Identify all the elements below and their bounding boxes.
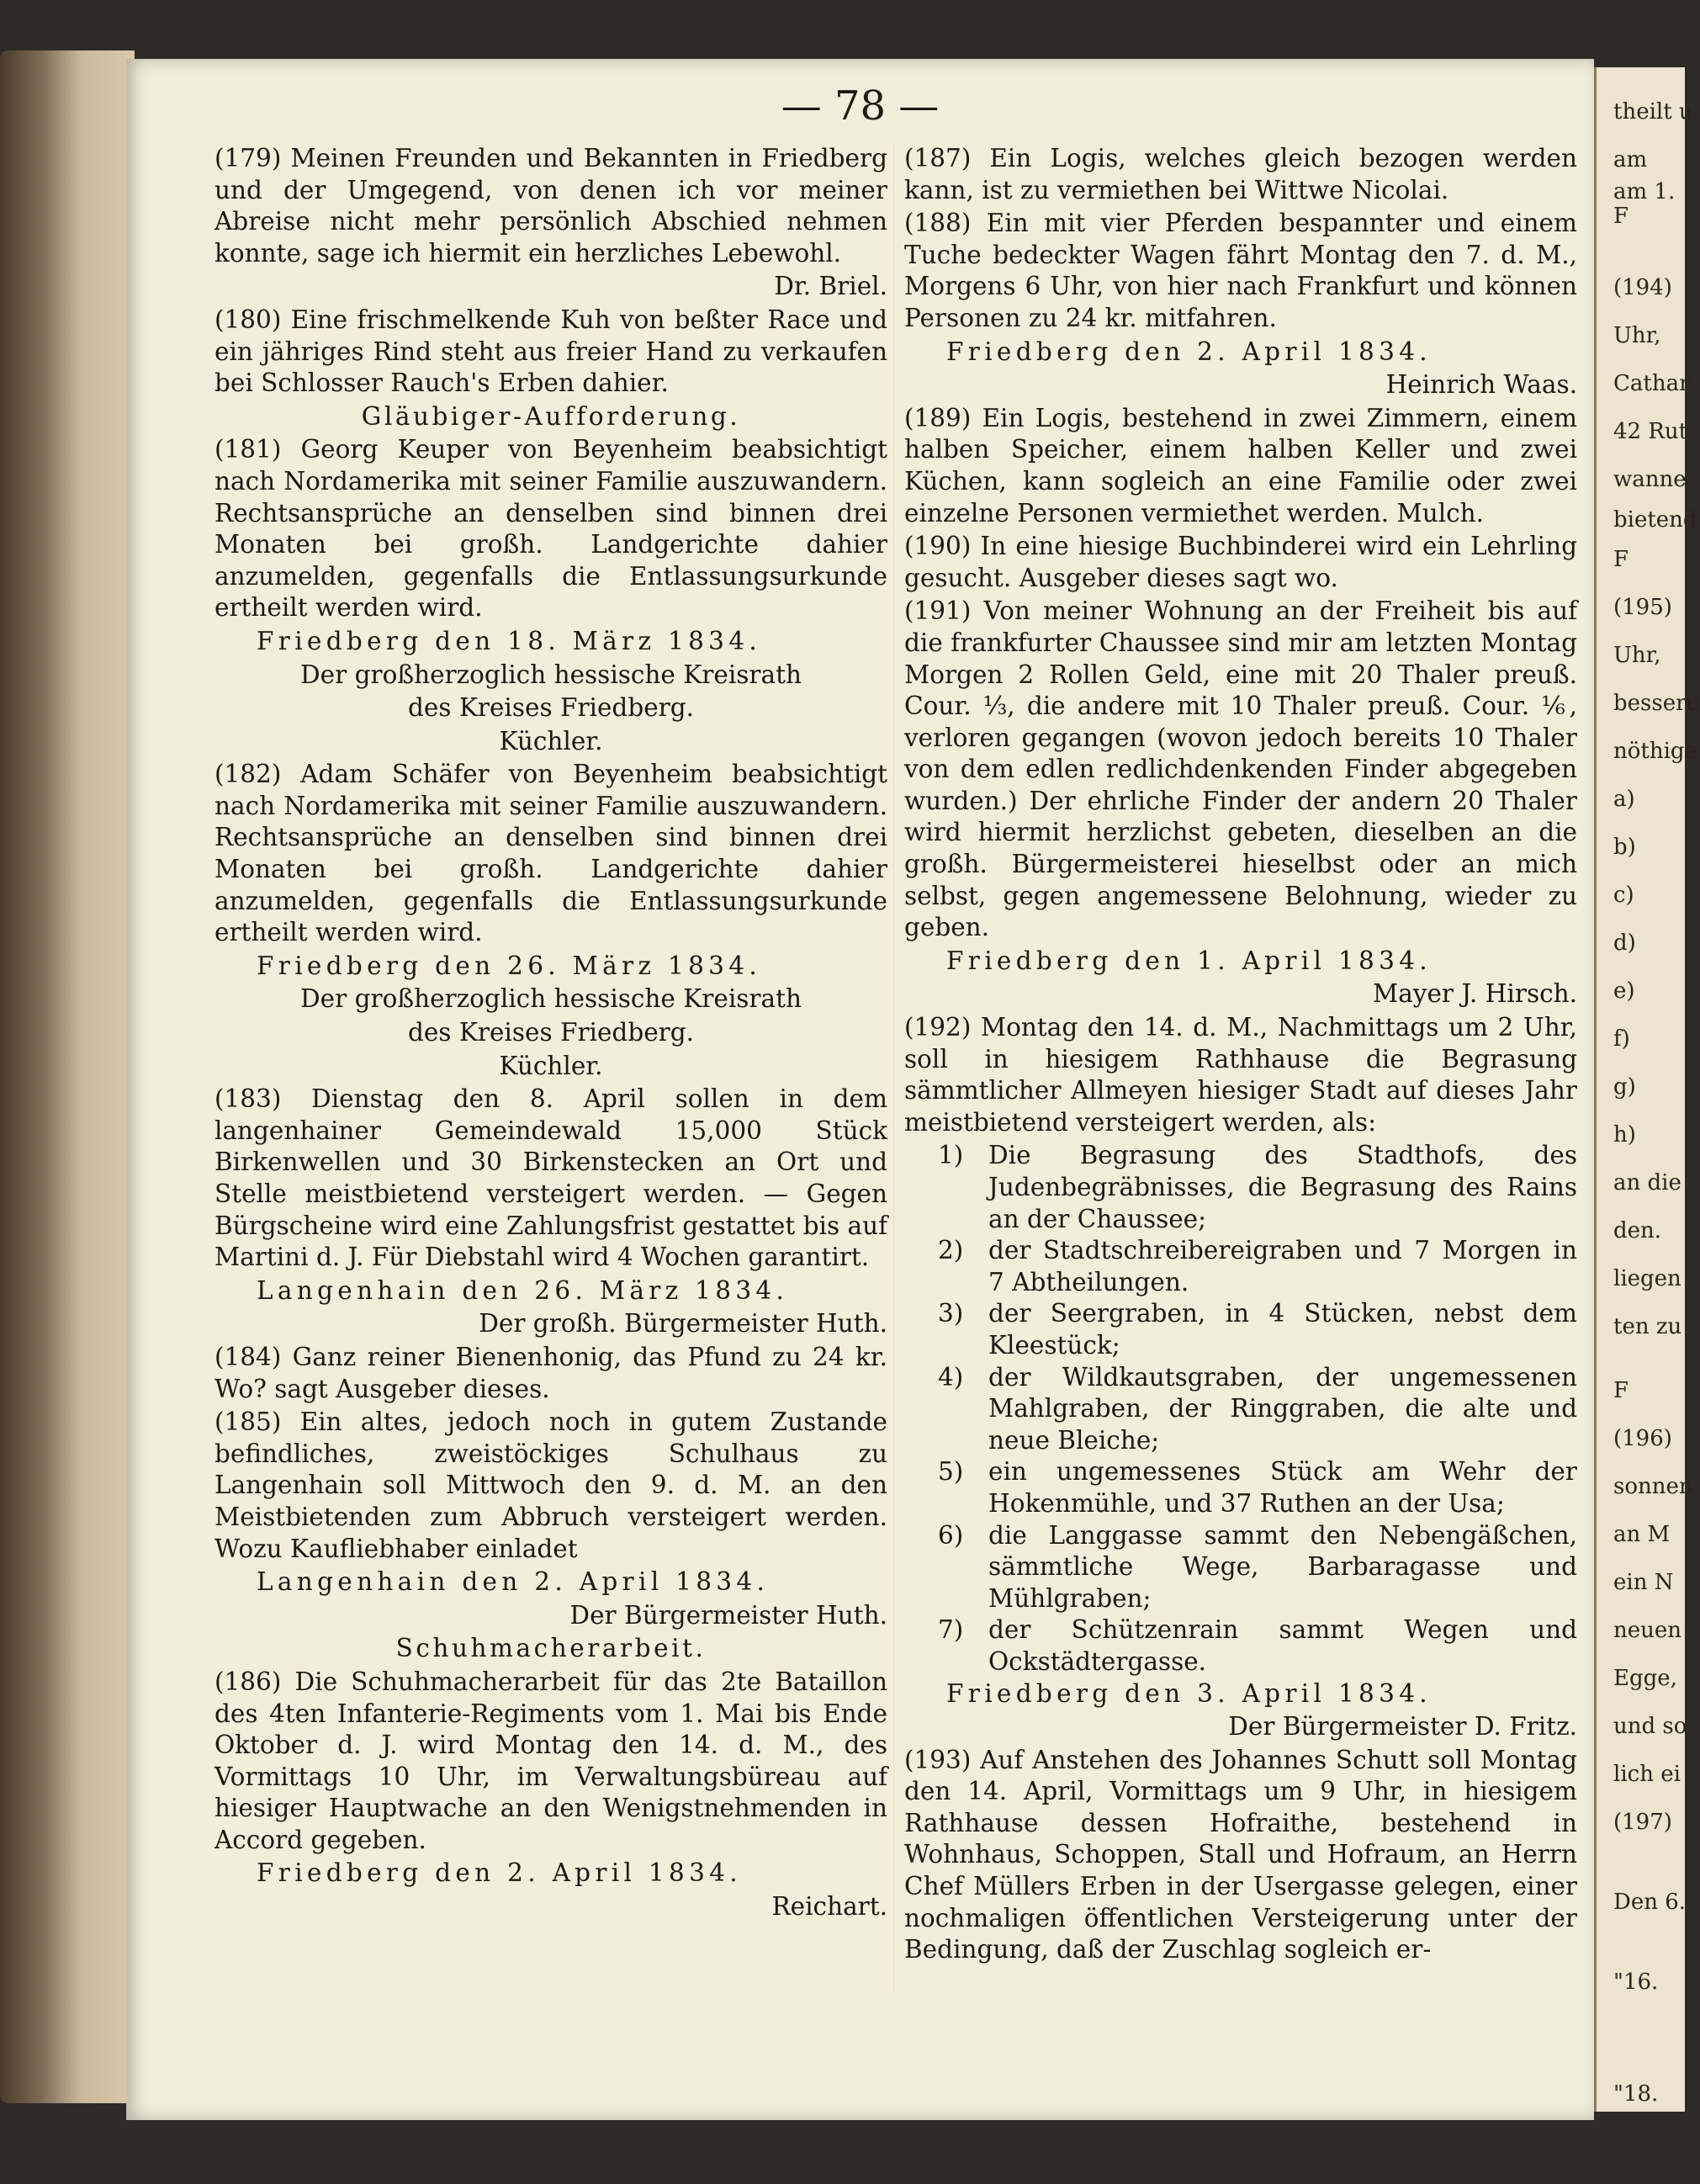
- authority-line: Der großherzoglich hessische Kreisrath: [300, 660, 802, 689]
- book-edge: [0, 50, 135, 2103]
- adjacent-page-fragment: Den 6.: [1613, 1890, 1687, 1915]
- adjacent-page-fragment: Egge,: [1613, 1666, 1677, 1691]
- adjacent-page-fragment: f): [1613, 1026, 1630, 1052]
- signature-line: Reichart.: [771, 1892, 887, 1922]
- page-number: — 78 —: [781, 82, 940, 130]
- adjacent-page-fragment: neuen: [1613, 1618, 1682, 1643]
- list-item-number: 6): [938, 1520, 964, 1550]
- authority-line: des Kreises Friedberg.: [407, 693, 695, 723]
- list-item: [904, 1362, 1577, 1457]
- notice-paragraph: (193) Auf Anstehen des Johannes Schutt soll Montag den 14. April, Vormittags um 9 Uhr, in hiesigem Rathhause dessen Hofraithe, bestehend in Wohnhaus, Schoppen, Stall und Hofraum, an Herrn Chef Müllers Erben in der Usergasse gelegen, einer nochmaligen öffentlichen Versteigerung unter der Bedingung, daß der Zuschlag sogleich er-: [904, 1745, 1577, 1964]
- list-item-number: 2): [938, 1236, 964, 1265]
- section-heading: Schuhmacherarbeit.: [395, 1634, 707, 1663]
- document-page: [126, 59, 1594, 2120]
- authority-line: Küchler.: [499, 1051, 603, 1080]
- authority-line: Der großherzoglich hessische Kreisrath: [300, 984, 802, 1014]
- notice-paragraph: (186) Die Schuhmacherarbeit für das 2te Bataillon des 4ten Infanterie-Regiments vom 1. Mai bis Ende Oktober d. J. wird Montag den 14. d. M., des Vormittags 10 Uhr, im Verwaltungsbüreau auf hiesiger Hauptwache an den Wenigstnehmenden in Accord gegeben.: [214, 1667, 887, 1854]
- list-item-text: die Langgasse sammt den Nebengäßchen, sämmtliche Wege, Barbaragasse und Mühlgraben;: [988, 1520, 1577, 1613]
- adjacent-page-fragment: nöthige: [1613, 739, 1697, 764]
- list-item: [904, 1456, 1577, 1519]
- adjacent-page-fragment: (197): [1613, 1810, 1672, 1835]
- adjacent-page-fragment: bietend: [1613, 506, 1697, 533]
- list-item: [904, 1235, 1577, 1298]
- adjacent-page-fragment: an die: [1613, 1170, 1681, 1195]
- adjacent-page-fragment: (196): [1613, 1426, 1672, 1451]
- adjacent-page-fragment: (195): [1613, 595, 1672, 620]
- adjacent-page-fragment: ten zu: [1613, 1314, 1682, 1339]
- notice-paragraph: (183) Dienstag den 8. April sollen in dem langenhainer Gemeindewald 15,000 Stück Birkenwellen und 30 Birkenstecken an Ort und Stelle meistbietend versteigert werden. — Gegen Bürgscheine wird eine Zahlungsfrist gestattet bis auf Martini d. J. Für Diebstahl wird 4 Wochen garantirt.: [214, 1084, 887, 1272]
- adjacent-page-fragment: g): [1613, 1074, 1636, 1100]
- list-item-text: Die Begrasung des Stadthofs, des Judenbegräbnisses, die Begrasung des Rains an der Chaussee;: [988, 1141, 1577, 1233]
- dateline: Friedberg den 2. April 1834.: [946, 337, 1432, 366]
- column-divider: [893, 143, 894, 1994]
- adjacent-page-fragment: ein N: [1613, 1570, 1674, 1595]
- dateline: Friedberg den 1. April 1834.: [946, 946, 1432, 975]
- adjacent-page-fragment: den.: [1613, 1218, 1662, 1243]
- adjacent-page-fragment: am: [1613, 147, 1648, 172]
- list-item-number: 3): [938, 1299, 964, 1328]
- signature-line: Der großh. Bürgermeister Huth.: [479, 1309, 887, 1338]
- adjacent-page-fragment: Cathar: [1613, 371, 1690, 396]
- notice-paragraph: (189) Ein Logis, bestehend in zwei Zimmern, einem halben Speicher, einem halben Keller und zwei Küchen, kann sogleich an eine Familie oder zwei einzelne Personen vermiethet werden. Mulch.: [904, 403, 1577, 527]
- section-heading: Gläubiger-Aufforderung.: [361, 401, 741, 431]
- dateline: Friedberg den 2. April 1834.: [257, 1858, 742, 1888]
- adjacent-page-fragment: "18.: [1613, 2081, 1659, 2107]
- list-item-number: 4): [938, 1362, 964, 1392]
- adjacent-page-fragment: e): [1613, 978, 1635, 1004]
- list-item-text: der Seergraben, in 4 Stücken, nebst dem Kleestück;: [988, 1299, 1577, 1360]
- adjacent-page-fragment: b): [1613, 835, 1636, 860]
- adjacent-page-fragment: h): [1613, 1122, 1636, 1148]
- list-item: [904, 1614, 1577, 1678]
- notice-paragraph: (185) Ein altes, jedoch noch in gutem Zustande befindliches, zweistöckiges Schulhaus zu Langenhain soll Mittwoch den 9. d. M. an den Meistbietenden zum Abbruch versteigert werden. Wozu Kaufliebhaber einladet: [214, 1407, 887, 1563]
- adjacent-page-fragment: am 1.: [1613, 179, 1676, 204]
- notice-paragraph: (192) Montag den 14. d. M., Nachmittags um 2 Uhr, soll in hiesigem Rathhause die Begrasung sämmtlicher Allmeyen hiesiger Stadt auf dieses Jahr meistbietend versteigert werden, als:: [904, 1013, 1577, 1137]
- notice-paragraph: (180) Eine frischmelkende Kuh von beßter Race und ein jähriges Rind steht aus freier Hand zu verkaufen bei Schlosser Rauch's Erben dahier.: [214, 305, 887, 398]
- notice-paragraph: (181) Georg Keuper von Beyenheim beabsichtigt nach Nordamerika mit seiner Familie auszuwandern. Rechtsansprüche an denselben sind binnen drei Monaten bei großh. Landgerichte dahier anzumelden, gegenfalls die Entlassungsurkunde ertheilt werden wird.: [214, 435, 887, 623]
- adjacent-page-fragment: lich ei: [1613, 1762, 1681, 1787]
- adjacent-page-fragment: F: [1613, 203, 1629, 229]
- notice-paragraph: (191) Von meiner Wohnung an der Freiheit bis auf die frankfurter Chaussee sind mir am letzten Montag Morgen 2 Rollen Geld, eine mit 20 Thaler preuß. Cour. ⅓, die andere mit 10 Thaler preuß. Cour. ⅙, verloren gegangen (wovon jedoch bereits 10 Thaler von dem edlen redlichdenkenden Finder abgegeben wurden.) Der ehrliche Finder der andern 20 Thaler wird hiermit herzlichst gebeten, dieselben an die großh. Bürgermeisterei hieselbst oder an mich selbst, gegen angemessene Belohnung, wieder zu geben.: [904, 596, 1577, 942]
- list-item-number: 7): [938, 1615, 964, 1645]
- adjacent-page-fragment: sonnen: [1613, 1474, 1693, 1499]
- list-item-text: der Schützenrain sammt Wegen und Ockstädtergasse.: [988, 1615, 1577, 1676]
- notice-paragraph: (184) Ganz reiner Bienenhonig, das Pfund zu 24 kr. Wo? sagt Ausgeber dieses.: [214, 1342, 887, 1403]
- list-item-number: 5): [938, 1457, 964, 1487]
- adjacent-page-fragment: Uhr,: [1613, 643, 1661, 668]
- adjacent-page-fragment: wanne: [1613, 467, 1687, 492]
- right-column: [904, 143, 1577, 1968]
- adjacent-page-fragment: "16.: [1613, 1969, 1659, 1995]
- adjacent-page-fragment: und so: [1613, 1714, 1687, 1739]
- left-column: [214, 143, 887, 1925]
- dateline: Langenhain den 2. April 1834.: [257, 1567, 770, 1597]
- adjacent-page-edge: [1594, 67, 1700, 2112]
- list-item: [904, 1140, 1577, 1235]
- adjacent-page-fragment: (194): [1613, 275, 1672, 300]
- list-item: [904, 1520, 1577, 1615]
- authority-line: des Kreises Friedberg.: [407, 1018, 695, 1047]
- adjacent-page-fragment: besseru: [1613, 691, 1700, 716]
- list-item-text: der Stadtschreibereigraben und 7 Morgen in 7 Abtheilungen.: [988, 1236, 1577, 1296]
- adjacent-page-fragment: theilt u: [1613, 99, 1693, 125]
- signature-line: Heinrich Waas.: [1385, 370, 1577, 400]
- adjacent-page-fragment: c): [1613, 883, 1634, 908]
- adjacent-page-fragment: a): [1613, 787, 1635, 812]
- notice-paragraph: (188) Ein mit vier Pferden bespannter und einem Tuche bedeckter Wagen fährt Montag den 7. d. M., Morgens 6 Uhr, von hier nach Frankfurt und können Personen zu 24 kr. mitfahren.: [904, 209, 1577, 332]
- list-item-text: der Wildkautsgraben, der ungemessenen Mahlgraben, der Ringgraben, die alte und neue Bleiche;: [988, 1362, 1577, 1455]
- signature-line: Dr. Briel.: [774, 272, 887, 301]
- adjacent-page-fragment: Uhr,: [1613, 323, 1661, 348]
- notice-paragraph: (187) Ein Logis, welches gleich bezogen werden kann, ist zu vermiethen bei Wittwe Nicolai.: [904, 144, 1577, 204]
- dateline: Friedberg den 26. März 1834.: [257, 951, 762, 980]
- authority-line: Küchler.: [499, 726, 603, 755]
- adjacent-page-fragment: liegen: [1613, 1266, 1681, 1291]
- signature-line: Mayer J. Hirsch.: [1373, 979, 1577, 1009]
- adjacent-page-fragment: F: [1613, 547, 1629, 572]
- dateline: Friedberg den 3. April 1834.: [946, 1678, 1432, 1708]
- notice-paragraph: (182) Adam Schäfer von Beyenheim beabsichtigt nach Nordamerika mit seiner Familie auszuwandern. Rechtsansprüche an denselben sind binnen drei Monaten bei großh. Landgerichte dahier anzumelden, gegenfalls die Entlassungsurkunde ertheilt werden wird.: [214, 760, 887, 947]
- list-item: [904, 1298, 1577, 1361]
- notice-paragraph: (190) In eine hiesige Buchbinderei wird ein Lehrling gesucht. Ausgeber dieses sagt wo.: [904, 532, 1577, 592]
- signature-line: Der Bürgermeister D. Fritz.: [1228, 1712, 1577, 1741]
- dateline: Friedberg den 18. März 1834.: [257, 626, 762, 655]
- dateline: Langenhain den 26. März 1834.: [257, 1275, 789, 1305]
- adjacent-page-fragment: 42 Rut: [1613, 419, 1688, 444]
- adjacent-page-fragment: d): [1613, 930, 1636, 956]
- adjacent-page-fragment: F: [1613, 1378, 1629, 1403]
- list-item-number: 1): [938, 1141, 964, 1170]
- adjacent-page-fragment: an M: [1613, 1522, 1671, 1547]
- signature-line: Der Bürgermeister Huth.: [569, 1600, 887, 1630]
- notice-paragraph: (179) Meinen Freunden und Bekannten in Friedberg und der Umgegend, von denen ich vor meiner Abreise nicht mehr persönlich Abschied nehmen konnte, sage ich hiermit ein herzliches Lebewohl.: [214, 144, 887, 268]
- list-item-text: ein ungemessenes Stück am Wehr der Hokenmühle, und 37 Ruthen an der Usa;: [988, 1457, 1577, 1518]
